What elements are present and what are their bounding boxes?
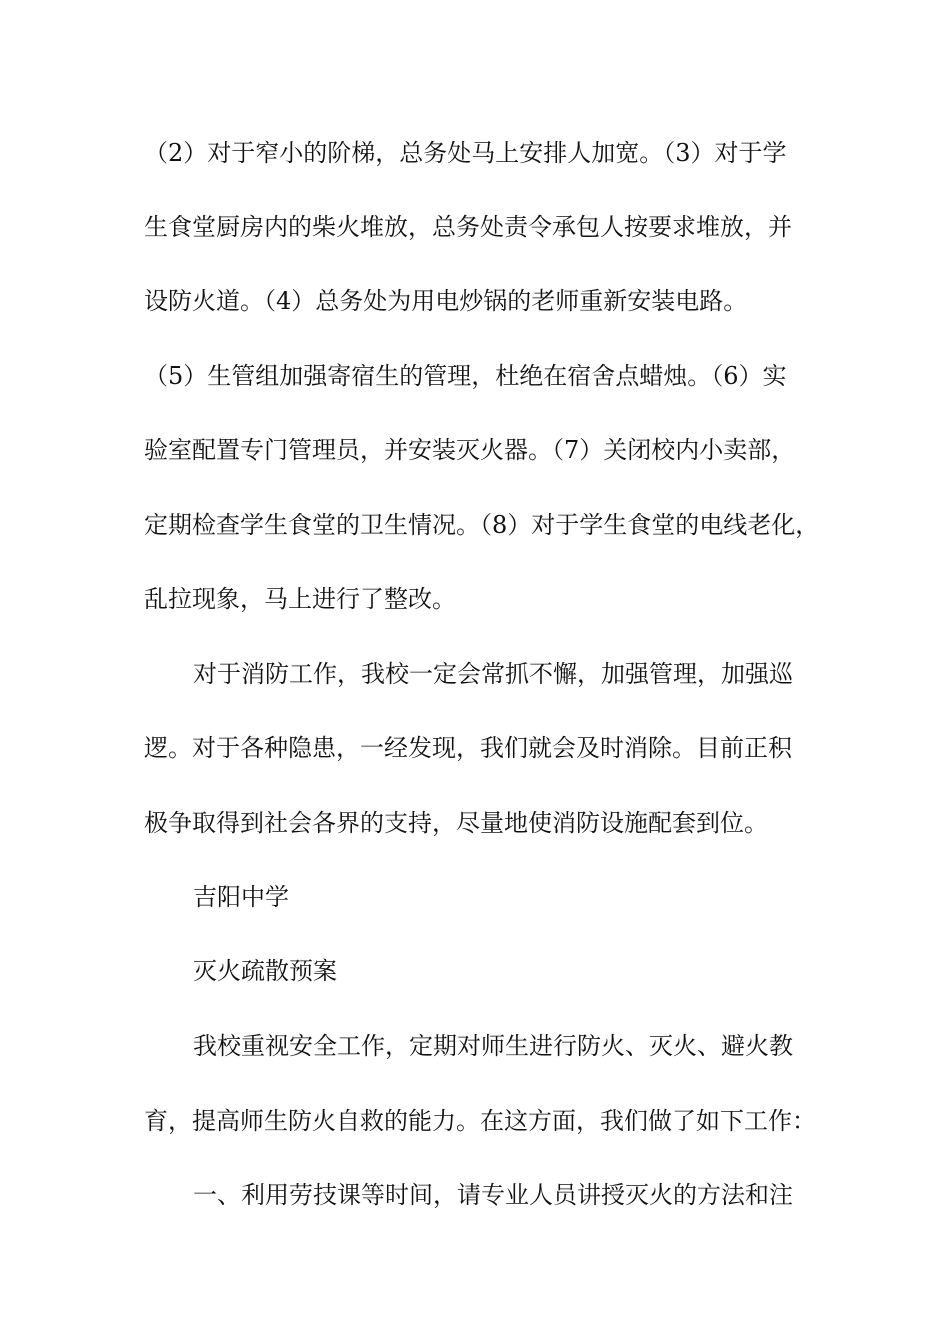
text-line: 我校重视安全工作，定期对师生进行防火、灭火、避火教 xyxy=(193,1032,793,1060)
text-line: 育，提高师生防火自救的能力。在这方面，我们做了如下工作： xyxy=(144,1107,816,1135)
text-line: 验室配置专门管理员，并安装灭火器。（7）关闭校内小卖部， xyxy=(144,436,796,464)
section-title: 灭火疏散预案 xyxy=(193,957,337,985)
text-line: 对于消防工作，我校一定会常抓不懈，加强管理，加强巡 xyxy=(193,660,793,688)
text-line: （5）生管组加强寄宿生的管理，杜绝在宿舍点蜡烛。（6）实 xyxy=(144,362,787,390)
signature: 吉阳中学 xyxy=(193,883,289,911)
text-line: 定期检查学生食堂的卫生情况。（8）对于学生食堂的电线老化， xyxy=(144,511,820,539)
text-line: （2）对于窄小的阶梯，总务处马上安排人加宽。（3）对于学 xyxy=(144,139,787,167)
text-line: 乱拉现象，马上进行了整改。 xyxy=(144,585,456,613)
text-line: 极争取得到社会各界的支持，尽量地使消防设施配套到位。 xyxy=(144,809,768,837)
text-line: 生食堂厨房内的柴火堆放，总务处责令承包人按要求堆放，并 xyxy=(144,213,792,241)
text-line: 设防火道。（4）总务处为用电炒锅的老师重新安装电路。 xyxy=(144,287,748,315)
text-line: 逻。对于各种隐患，一经发现，我们就会及时消除。目前正积 xyxy=(144,734,792,762)
text-line: 一、利用劳技课等时间，请专业人员讲授灭火的方法和注 xyxy=(193,1181,793,1209)
